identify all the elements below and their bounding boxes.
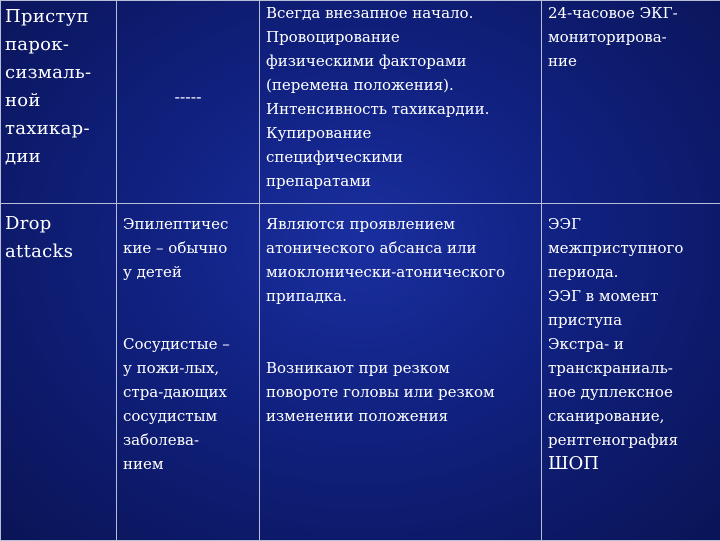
row1-feature-line: специфическими — [266, 145, 537, 169]
row2-feature-line: изменении положения — [266, 404, 537, 428]
row2-feature-line: припадка. — [266, 284, 537, 308]
row2-diagnostic-line: ШОП — [548, 452, 716, 476]
row2-name-line: Drop — [5, 210, 112, 238]
row1-feature-line: Купирование — [266, 121, 537, 145]
row2-feature-line: миоклонически-атонического — [266, 260, 537, 284]
row1-name-line: Приступ — [5, 3, 112, 31]
row1-type-cell — [117, 1, 260, 204]
row1-feature-line: физическими факторами — [266, 49, 537, 73]
row2-feature-line: Возникают при резком — [266, 356, 537, 380]
row1-diagnostic-line: ние — [548, 49, 716, 73]
row2-diagnostic-line: периода. — [548, 260, 716, 284]
row2-diagnostic-line: Экстра- и — [548, 332, 716, 356]
row1-name-line: тахикар- — [5, 115, 112, 143]
row2-feature-line: Являются проявлением — [266, 212, 537, 236]
row2-diagnostic-line: сканирование, — [548, 404, 716, 428]
table-row — [1, 1, 720, 204]
row1-name-line: дии — [5, 143, 112, 171]
row2-type-line: Сосудистые – — [123, 332, 255, 356]
row2-type-line: кие – обычно — [123, 236, 255, 260]
row2-diagnostic-line: ЭЭГ в момент — [548, 284, 716, 308]
row1-feature-line: Провоцирование — [266, 25, 537, 49]
row2-name-line: attacks — [5, 238, 112, 266]
row2-type-line: у детей — [123, 260, 255, 284]
row2-feature-line: атонического абсанса или — [266, 236, 537, 260]
row1-diagnostic-line: 24-часовое ЭКГ- — [548, 1, 716, 25]
row2-type-line: стра-дающих — [123, 380, 255, 404]
row2-feature-line: повороте головы или резком — [266, 380, 537, 404]
row2-diagnostic-line: межприступного — [548, 236, 716, 260]
row2-diagnostic-line: ЭЭГ — [548, 212, 716, 236]
row2-diagnostic-line: приступа — [548, 308, 716, 332]
row2-diagnostic-line: ное дуплексное — [548, 380, 716, 404]
row1-dash: ----- — [174, 87, 201, 106]
row2-name-cell — [1, 204, 117, 541]
row1-feature-line: препаратами — [266, 169, 537, 193]
row1-name-cell — [1, 1, 117, 204]
row1-diagnostic-line: мониторирова- — [548, 25, 716, 49]
table-row — [1, 204, 720, 541]
row1-feature-line: (перемена положения). — [266, 73, 537, 97]
row2-type-line: нием — [123, 452, 255, 476]
row1-feature-line: Интенсивность тахикардии. — [266, 97, 537, 121]
row2-type-line: Эпилептичес — [123, 212, 255, 236]
row1-feature-cell — [260, 1, 542, 204]
row2-diagnostic-line: транскраниаль- — [548, 356, 716, 380]
row2-type-cell — [117, 204, 260, 541]
row1-name-line: сизмаль- — [5, 59, 112, 87]
row1-name-line: парок- — [5, 31, 112, 59]
row1-name-line: ной — [5, 87, 112, 115]
row2-diagnostic-cell — [542, 204, 720, 541]
row2-feature-cell — [260, 204, 542, 541]
row2-type-line: заболева- — [123, 428, 255, 452]
row2-diagnostic-line: рентгенография — [548, 428, 716, 452]
row1-feature-line: Всегда внезапное начало. — [266, 1, 537, 25]
row2-type-line: сосудистым — [123, 404, 255, 428]
row2-type-line: у пожи-лых, — [123, 356, 255, 380]
row1-diagnostic-cell — [542, 1, 720, 204]
